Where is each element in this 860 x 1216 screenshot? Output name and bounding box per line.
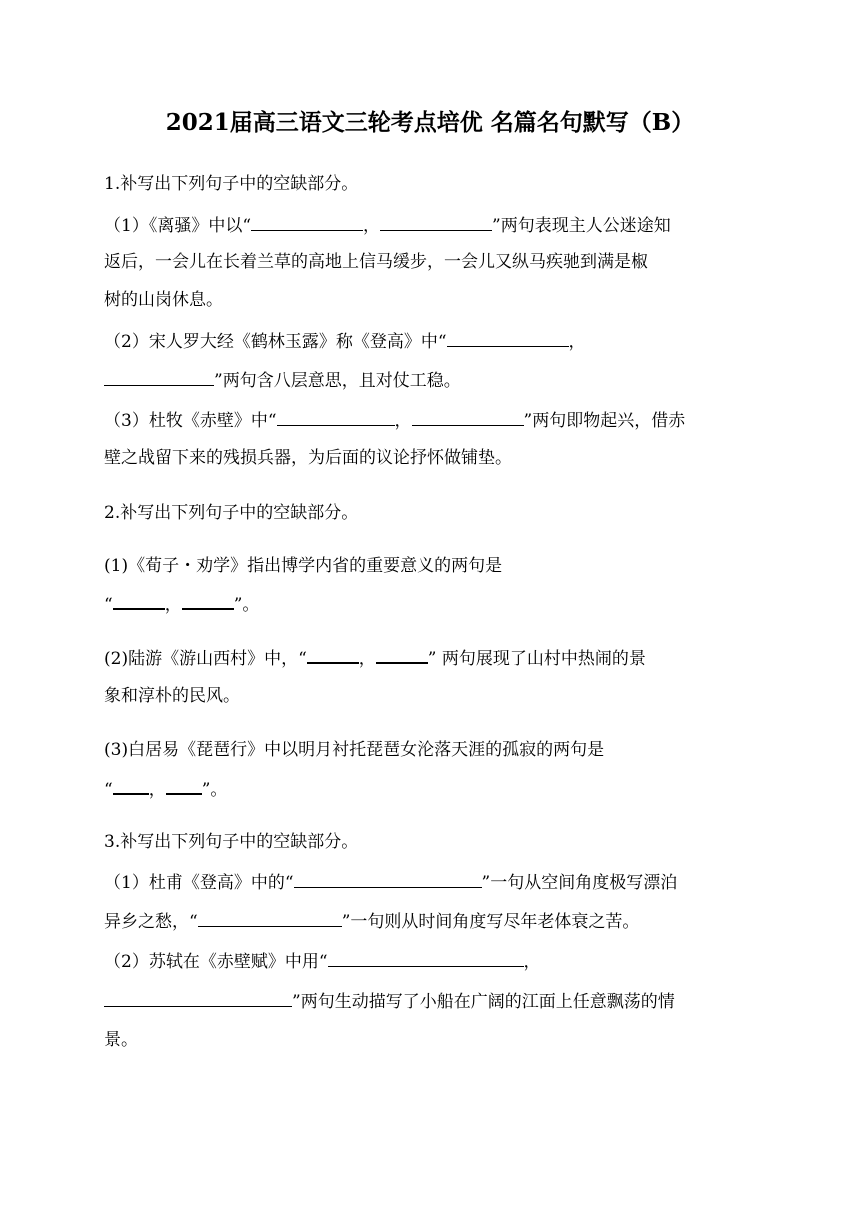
q3-p2-text-a: （2）苏轼在《赤壁赋》中用“ — [104, 952, 328, 972]
q1-p2-text-a: （2）宋人罗大经《鹤林玉露》称《登高》中“ — [104, 332, 447, 352]
q2-p2-sep: ， — [358, 649, 376, 669]
q3-header: 3.补写出下列句子中的空缺部分。 — [104, 832, 359, 852]
q1-p1-sep: ， — [363, 216, 381, 236]
answer-blank[interactable] — [376, 646, 428, 664]
q3-p2-line1 — [104, 950, 541, 973]
q3-p2-line2 — [104, 990, 675, 1013]
q3-p2-line3: 景。 — [104, 1030, 138, 1050]
q1-p1-text-b: ”两句表现主人公迷途知 — [492, 216, 671, 236]
q1-p2-line2 — [104, 369, 461, 392]
q3-p1-text-a: （1）杜甫《登高》中的“ — [104, 873, 294, 893]
q2-p3-sep: ， — [148, 780, 166, 800]
q2-p2-text-a: (2)陆游《游山西村》中，“ — [104, 649, 307, 669]
answer-blank[interactable] — [182, 592, 234, 610]
answer-blank[interactable] — [104, 369, 214, 386]
q2-p3-open: “ — [104, 780, 113, 800]
q2-p1-open: “ — [104, 595, 113, 615]
q2-p2-line2: 象和淳朴的民风。 — [104, 686, 240, 706]
q1-p1-text-a: （1）《离骚》中以“ — [104, 216, 252, 236]
q2-p1-sep: ， — [164, 595, 182, 615]
q1-p2-line1 — [104, 330, 586, 353]
answer-blank[interactable] — [113, 592, 165, 610]
q2-p3-close: ”。 — [201, 780, 228, 800]
q2-p2-line1 — [104, 646, 646, 670]
q3-p1-text-d: ”一句则从时间角度写尽年老体衰之苦。 — [341, 912, 640, 932]
q1-p2-text-b: ”两句含八层意思，且对仗工稳。 — [214, 371, 461, 391]
q1-p3-text-a: （3）杜牧《赤壁》中“ — [104, 411, 277, 431]
answer-blank[interactable] — [166, 777, 202, 795]
q1-p3-line2: 壁之战留下来的残损兵器，为后面的议论抒怀做铺垫。 — [104, 448, 512, 468]
q2-p3-line1: (3)白居易《琵琶行》中以明月衬托琵琶女沦落天涯的孤寂的两句是 — [104, 740, 605, 760]
answer-blank[interactable] — [113, 777, 149, 795]
answer-blank[interactable] — [328, 950, 524, 967]
q3-p1-line2 — [104, 910, 639, 933]
q2-p3-line2 — [104, 777, 227, 801]
answer-blank[interactable] — [104, 990, 292, 1007]
q1-p3-text-b: ”两句即物起兴，借赤 — [523, 411, 686, 431]
q1-p3-line1 — [104, 409, 685, 432]
q1-p3-sep: ， — [394, 411, 412, 431]
q2-p2-text-b: ” 两句展现了山村中热闹的景 — [427, 649, 646, 669]
answer-blank[interactable] — [380, 214, 492, 231]
q3-p1-line1 — [104, 871, 677, 894]
q3-p2-text-b: ”两句生动描写了小船在广阔的江面上任意飘荡的情 — [292, 992, 675, 1012]
answer-blank[interactable] — [294, 871, 482, 888]
answer-blank[interactable] — [412, 409, 524, 426]
answer-blank[interactable] — [277, 409, 395, 426]
q2-p1-close: ”。 — [233, 595, 260, 615]
q1-p1-line3: 树的山岗休息。 — [104, 290, 223, 310]
answer-blank[interactable] — [251, 214, 363, 231]
q3-p1-text-c: 异乡之愁，“ — [104, 912, 198, 932]
q2-header: 2.补写出下列句子中的空缺部分。 — [104, 503, 359, 523]
answer-blank[interactable] — [198, 910, 342, 927]
q2-p1-line2 — [104, 592, 259, 616]
q1-p1-line2: 返后，一会儿在长着兰草的高地上信马缓步，一会儿又纵马疾驰到满是椒 — [104, 252, 648, 272]
q3-p1-text-b: ”一句从空间角度极写漂泊 — [481, 873, 678, 893]
q1-header: 1.补写出下列句子中的空缺部分。 — [104, 174, 359, 194]
answer-blank[interactable] — [447, 330, 569, 347]
q2-p1-line1: (1)《荀子・劝学》指出博学内省的重要意义的两句是 — [104, 556, 503, 576]
page-title: 2021届高三语文三轮考点培优 名篇名句默写（B） — [165, 109, 695, 136]
q1-p1-line1 — [104, 214, 671, 237]
answer-blank[interactable] — [307, 646, 359, 664]
q1-p2-sep: ， — [568, 332, 586, 352]
q3-p2-sep: ， — [523, 952, 541, 972]
